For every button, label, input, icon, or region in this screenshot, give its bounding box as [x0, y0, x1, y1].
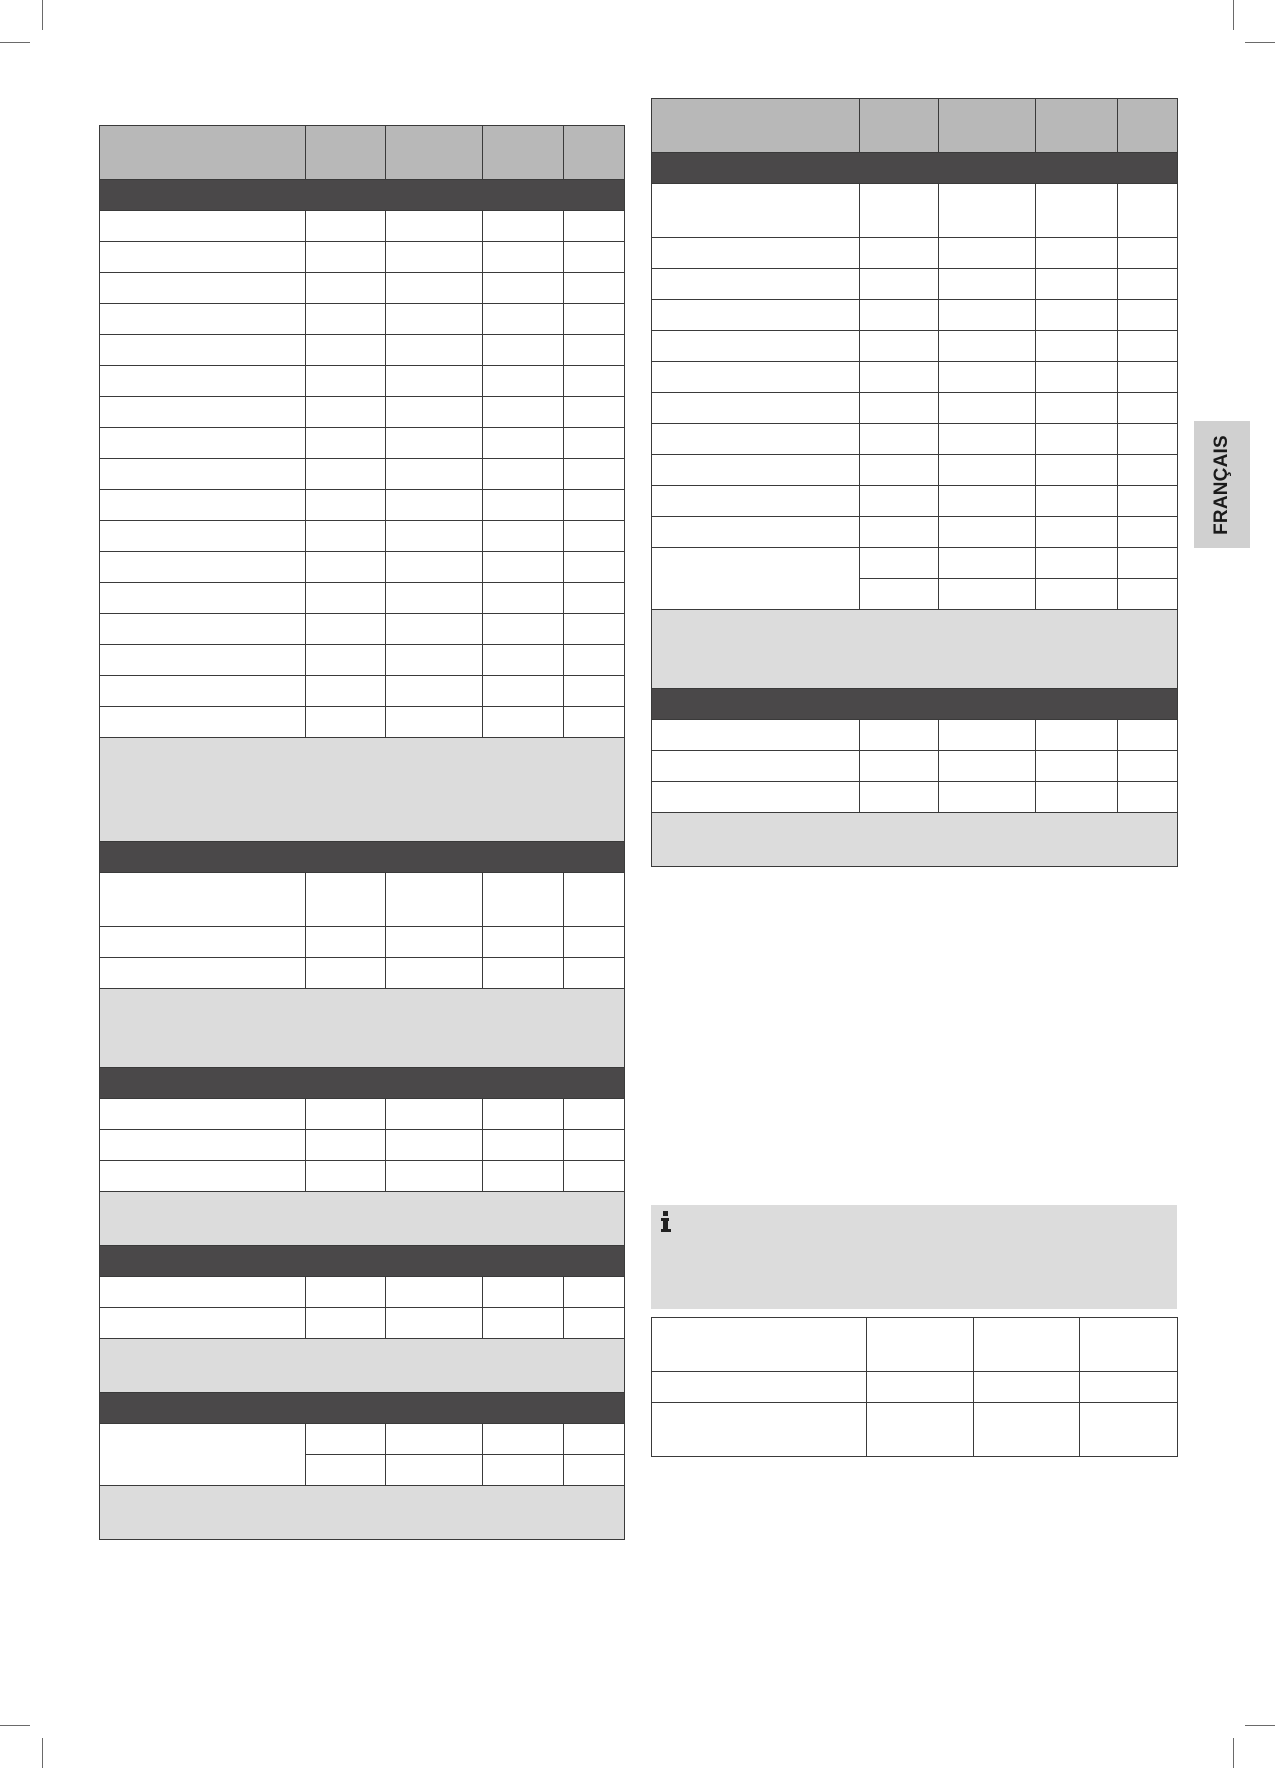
section-row: [100, 842, 625, 873]
language-label: FRANÇAIS: [1211, 434, 1232, 535]
right-program-table: [651, 98, 1178, 867]
table-row: [100, 1130, 625, 1161]
table-row: [652, 331, 1178, 362]
table-row: [652, 269, 1178, 300]
left-program-table: [99, 125, 625, 1540]
section-row: [652, 153, 1178, 184]
table-row: [100, 1099, 625, 1130]
table-row: [652, 238, 1178, 269]
table-row: [100, 1277, 625, 1308]
language-tab: [1194, 421, 1250, 548]
crop-mark: [42, 1738, 43, 1768]
table-row: [100, 1308, 625, 1339]
table-row: [652, 1372, 1178, 1403]
table-row: [100, 521, 625, 552]
crop-mark: [1233, 1738, 1234, 1768]
table-row: [100, 397, 625, 428]
table-row: [100, 873, 625, 927]
crop-mark: [0, 1725, 30, 1726]
table-row: [652, 424, 1178, 455]
table-row: [100, 273, 625, 304]
note-row: [100, 989, 625, 1068]
table-header-row: [652, 1318, 1178, 1372]
section-row: [100, 1246, 625, 1277]
table-row: [100, 1161, 625, 1192]
section-row: [100, 1393, 625, 1424]
table-row: [100, 459, 625, 490]
crop-mark: [1245, 1725, 1275, 1726]
note-row: [652, 813, 1178, 867]
info-note-box: [651, 1205, 1177, 1309]
table-row: [100, 676, 625, 707]
note-row: [100, 1339, 625, 1393]
table-row: [652, 184, 1178, 238]
table-row: [652, 782, 1178, 813]
table-row: [652, 393, 1178, 424]
table-row: [100, 645, 625, 676]
table-row: [652, 486, 1178, 517]
table-row: [100, 958, 625, 989]
table-row: [652, 517, 1178, 548]
table-header-row: [100, 126, 625, 180]
table-row: [652, 1403, 1178, 1457]
note-row: [100, 738, 625, 842]
table-row: [100, 428, 625, 459]
table-row: [100, 211, 625, 242]
note-row: [100, 1192, 625, 1246]
table-header-row: [652, 99, 1178, 153]
crop-mark: [1233, 0, 1234, 30]
crop-mark: [1245, 42, 1275, 43]
table-row: [100, 583, 625, 614]
section-row: [652, 689, 1178, 720]
table-row: [100, 927, 625, 958]
crop-mark: [42, 0, 43, 30]
table-row: [100, 366, 625, 397]
table-row: [100, 335, 625, 366]
table-row: [100, 1424, 625, 1455]
table-row: [100, 490, 625, 521]
crop-mark: [0, 42, 30, 43]
table-row: [652, 720, 1178, 751]
table-row: [100, 614, 625, 645]
table-row: [100, 707, 625, 738]
note-row: [100, 1486, 625, 1540]
table-row: [100, 552, 625, 583]
note-row: [652, 610, 1178, 689]
table-row: [652, 751, 1178, 782]
table-row: [652, 362, 1178, 393]
table-row: [100, 242, 625, 273]
table-row: [100, 304, 625, 335]
section-row: [100, 180, 625, 211]
table-row: [652, 548, 1178, 579]
bottom-right-table: [651, 1317, 1178, 1457]
info-icon: [659, 1211, 673, 1233]
section-row: [100, 1068, 625, 1099]
table-row: [652, 300, 1178, 331]
table-row: [652, 455, 1178, 486]
